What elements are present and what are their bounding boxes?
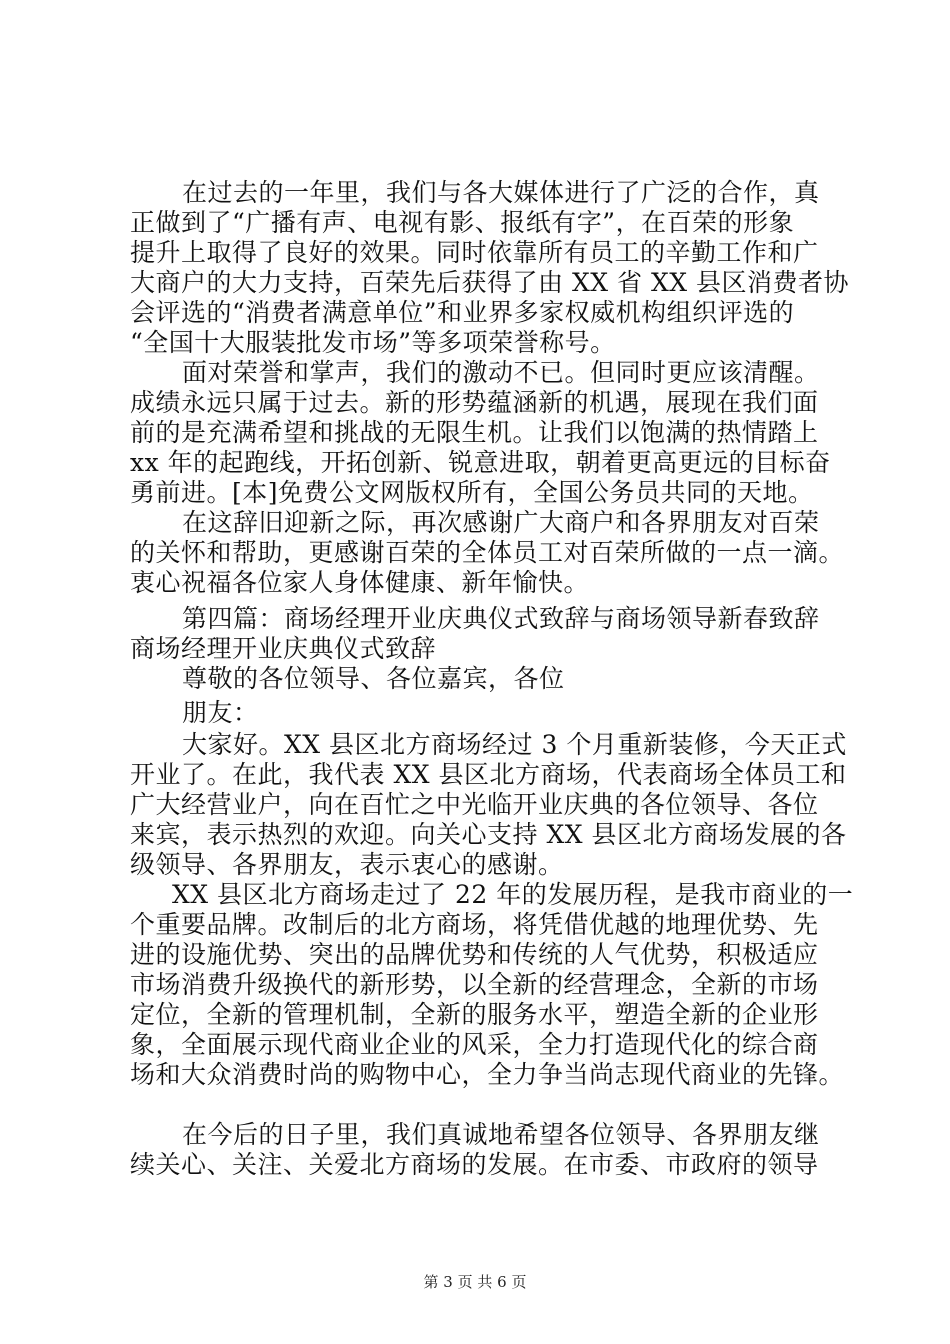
text-line: 进的设施优势、突出的品牌优势和传统的人气优势，积极适应 (130, 940, 819, 969)
text-line: 在过去的一年里，我们与各大媒体进行了广泛的合作，真 (182, 178, 820, 207)
text-line: 会评选的“消费者满意单位”和业界多家权威机构组织评选的 (130, 298, 795, 327)
section-heading: 第四篇：商场经理开业庆典仪式致辞与商场领导新春致辞 (182, 604, 820, 633)
text-line: 象，全面展示现代商业企业的风采，全力打造现代化的综合商 (130, 1030, 819, 1059)
text-line: 场和大众消费时尚的购物中心，全力争当尚志现代商业的先锋。 (130, 1060, 845, 1089)
text-line: xx 年的起跑线，开拓创新、锐意进取，朝着更高更远的目标奋 (130, 448, 831, 477)
text-line: 提升上取得了良好的效果。同时依靠所有员工的辛勤工作和广 (130, 238, 819, 267)
text-line: 个重要品牌。改制后的北方商场，将凭借优越的地理优势、先 (130, 910, 819, 939)
text-line: 开业了。在此，我代表 XX 县区北方商场，代表商场全体员工和 (130, 760, 847, 789)
text-line: 来宾，表示热烈的欢迎。向关心支持 XX 县区北方商场发展的各 (130, 820, 847, 849)
text-line: 市场消费升级换代的新形势，以全新的经营理念，全新的市场 (130, 970, 819, 999)
text-line: 在这辞旧迎新之际，再次感谢广大商户和各界朋友对百荣 (182, 508, 820, 537)
text-line: 面对荣誉和掌声，我们的激动不已。但同时更应该清醒。 (182, 358, 820, 387)
text-line: “全国十大服装批发市场”等多项荣誉称号。 (130, 328, 616, 357)
text-line: 成绩永远只属于过去。新的形势蕴涵新的机遇，展现在我们面 (130, 388, 819, 417)
section-subheading: 商场经理开业庆典仪式致辞 (130, 634, 437, 663)
text-line: 广大经营业户，向在百忙之中光临开业庆典的各位领导、各位 (130, 790, 819, 819)
text-line: XX 县区北方商场走过了 22 年的发展历程，是我市商业的一 (172, 880, 854, 909)
text-line: 大家好。XX 县区北方商场经过 3 个月重新装修，今天正式 (182, 730, 847, 759)
text-line: 级领导、各界朋友，表示衷心的感谢。 (130, 850, 564, 879)
text-line: 在今后的日子里，我们真诚地希望各位领导、各界朋友继 (182, 1120, 820, 1149)
text-line: 的关怀和帮助，更感谢百荣的全体员工对百荣所做的一点一滴。 (130, 538, 845, 567)
text-line: 前的是充满希望和挑战的无限生机。让我们以饱满的热情踏上 (130, 418, 819, 447)
salutation: 朋友： (182, 698, 259, 727)
text-line: 勇前进。[本]免费公文网版权所有，全国公务员共同的天地。 (130, 478, 814, 507)
page-number-footer: 第 3 页 共 6 页 (423, 1273, 527, 1291)
text-line: 续关心、关注、关爱北方商场的发展。在市委、市政府的领导 (130, 1150, 819, 1179)
text-line: 大商户的大力支持，百荣先后获得了由 XX 省 XX 县区消费者协 (130, 268, 849, 297)
text-line: 正做到了“广播有声、电视有影、报纸有字”，在百荣的形象 (130, 208, 795, 237)
text-line: 定位，全新的管理机制，全新的服务水平，塑造全新的企业形 (130, 1000, 819, 1029)
text-line: 衷心祝福各位家人身体健康、新年愉快。 (130, 568, 590, 597)
salutation: 尊敬的各位领导、各位嘉宾，各位 (182, 664, 565, 693)
